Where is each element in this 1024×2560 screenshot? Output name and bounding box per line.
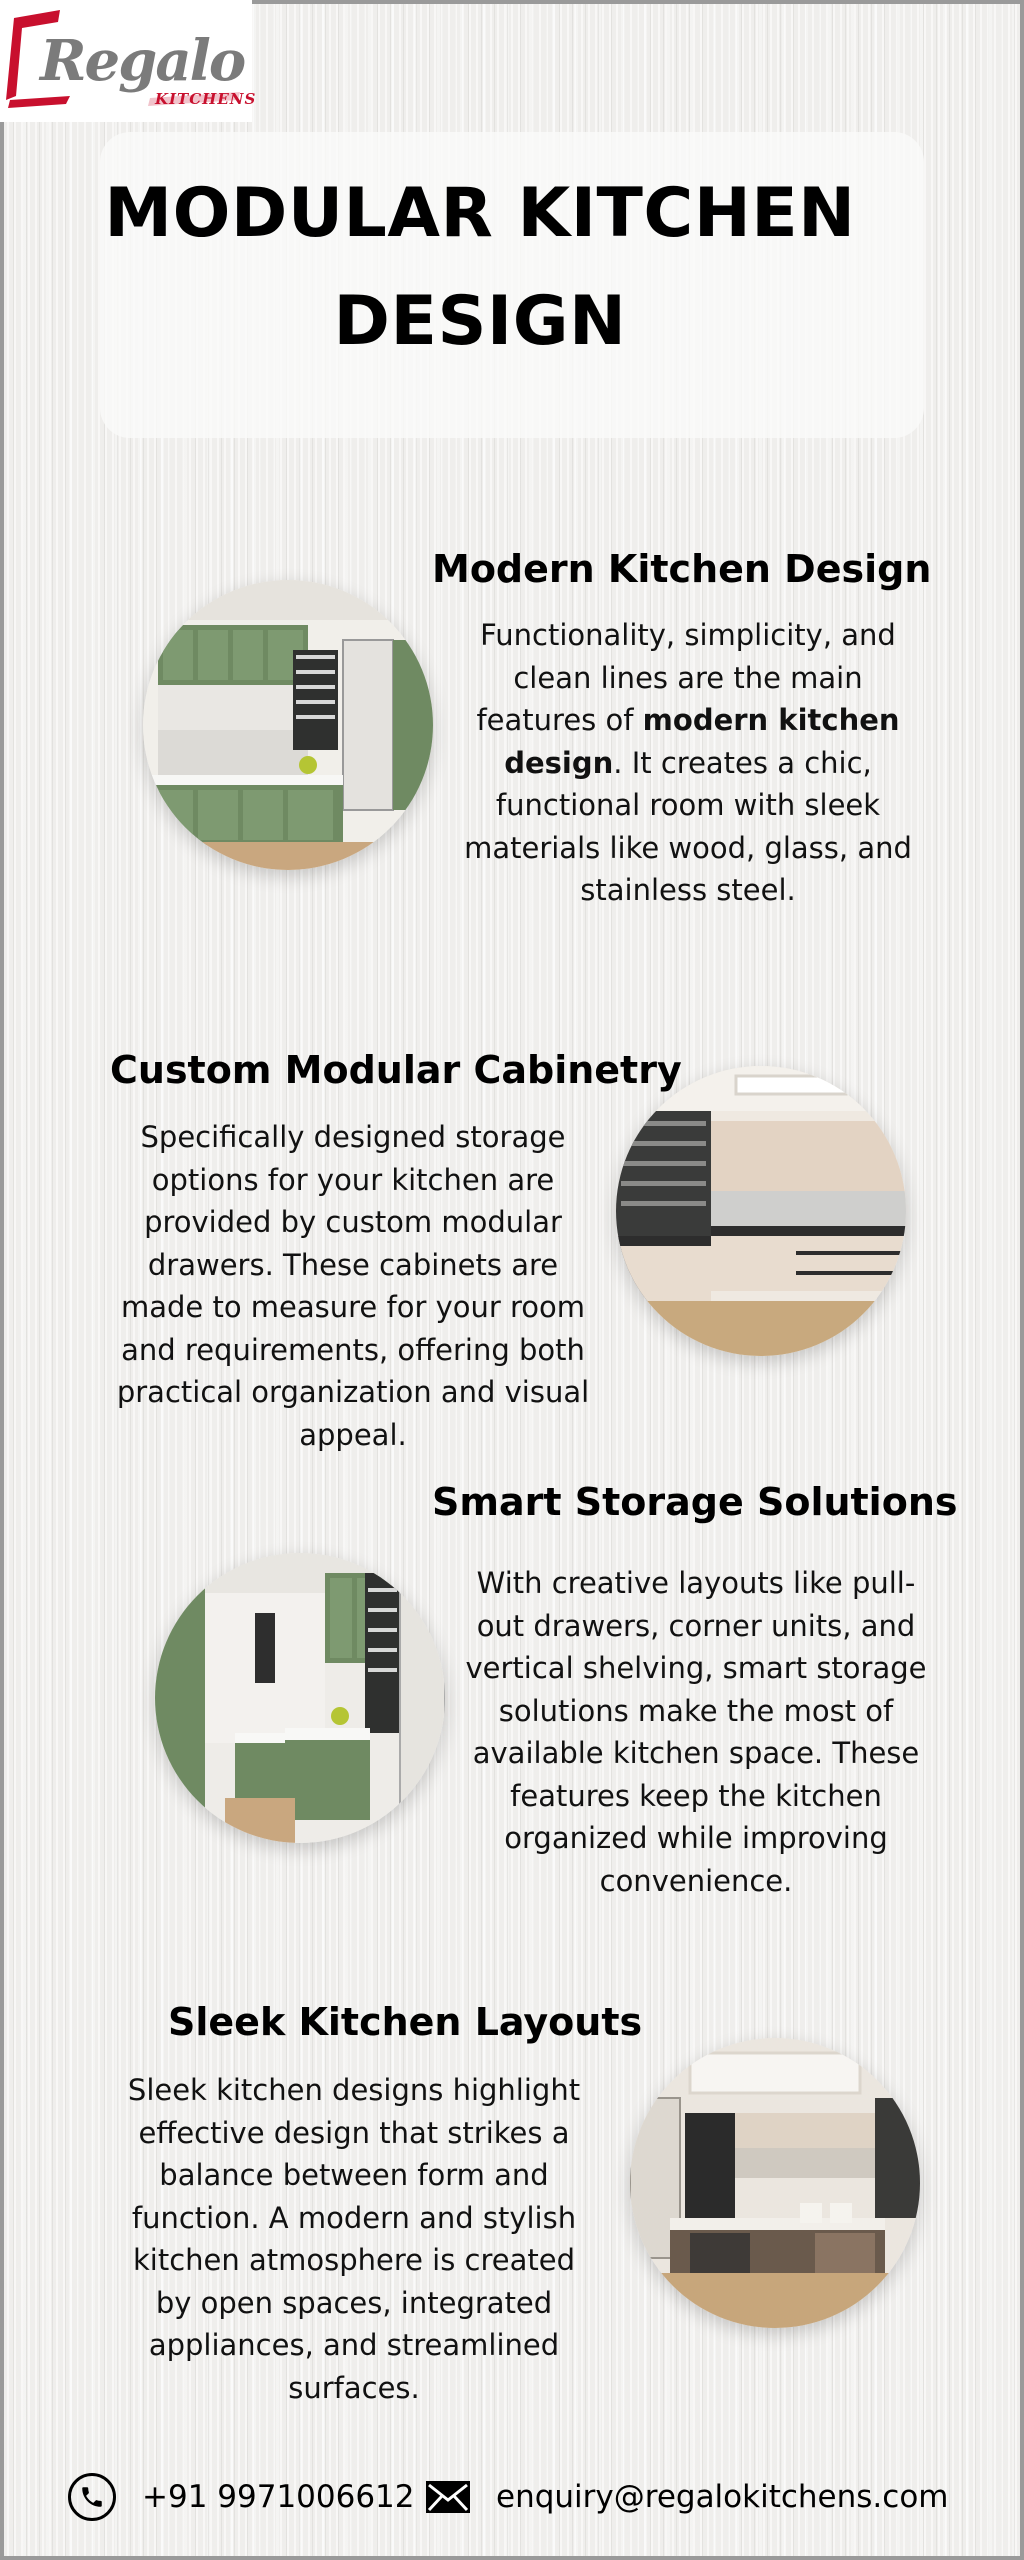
- bold-keyword: design: [504, 745, 614, 780]
- text-line: clean lines are the main: [513, 660, 863, 695]
- text-line: practical organization and visual: [116, 1375, 590, 1409]
- text-line: [458, 742, 918, 785]
- green-kitchen-photo: [143, 580, 433, 870]
- phone-icon: [68, 2473, 116, 2521]
- section-heading-storage: Smart Storage Solutions: [432, 1480, 958, 1524]
- text-line: drawers. These cabinets are: [147, 1247, 559, 1282]
- text-line: Sleek kitchen designs highlight: [127, 2073, 581, 2107]
- text-line: appeal.: [299, 1417, 407, 1452]
- section-heading-layouts: Sleek Kitchen Layouts: [168, 2000, 643, 2044]
- text-line: Functionality, simplicity, and: [480, 618, 896, 652]
- text-line: appliances, and streamlined: [148, 2328, 560, 2362]
- section-text-modern: [458, 614, 918, 912]
- email-address: enquiry@regalokitchens.com: [496, 2479, 949, 2515]
- text-line: organized while improving: [504, 1821, 888, 1855]
- section-text-storage: [462, 1562, 930, 1902]
- phone-contact[interactable]: [68, 2472, 415, 2522]
- text-line: kitchen atmosphere is created: [132, 2243, 576, 2277]
- text-line: Specifically designed storage: [140, 1120, 566, 1154]
- text-line: vertical shelving, smart storage: [465, 1651, 927, 1685]
- email-contact[interactable]: [426, 2472, 948, 2522]
- text-line: materials like wood, glass, and: [464, 830, 912, 865]
- text-line: effective design that strikes a: [138, 2115, 570, 2150]
- text-line: functional room with sleek: [495, 788, 881, 822]
- logo-wordmark: Regalo: [40, 28, 245, 94]
- section-heading-cabinetry: Custom Modular Cabinetry: [110, 1048, 682, 1092]
- section-text-cabinetry: [108, 1116, 598, 1456]
- text-line: by open spaces, integrated: [155, 2285, 553, 2320]
- section-text-layouts: [116, 2069, 592, 2409]
- text-line: stainless steel.: [580, 873, 796, 907]
- text-line: surfaces.: [288, 2370, 420, 2405]
- text-line: [458, 699, 918, 742]
- text-line: function. A modern and stylish: [131, 2200, 577, 2235]
- logo-subtitle: KITCHENS: [155, 90, 257, 108]
- text-line: provided by custom modular: [144, 1205, 562, 1239]
- text-line: made to measure for your room: [120, 1290, 586, 1324]
- text-line: available kitchen space. These: [472, 1736, 920, 1770]
- text-line: solutions make the most of: [498, 1693, 894, 1728]
- page-title-line-1: MODULAR KITCHEN: [104, 174, 856, 253]
- text-line: and requirements, offering both: [121, 1332, 585, 1367]
- section-heading-modern: Modern Kitchen Design: [432, 547, 932, 591]
- phone-number: +91 9971006612: [142, 2479, 415, 2515]
- text-line: With creative layouts like pull-: [476, 1566, 916, 1600]
- text-line: options for your kitchen are: [151, 1162, 555, 1197]
- text-line: features keep the kitchen: [510, 1778, 882, 1813]
- text-segment: . It creates a chic,: [613, 745, 872, 780]
- mail-icon: [426, 2481, 470, 2513]
- text-segment: features of: [476, 703, 643, 737]
- beige-kitchen-photo: [616, 1066, 906, 1356]
- page-title-line-2: DESIGN: [333, 282, 627, 361]
- text-line: convenience.: [599, 1863, 793, 1898]
- bold-keyword: modern kitchen: [642, 703, 900, 737]
- brand-logo[interactable]: [0, 0, 257, 122]
- text-line: out drawers, corner units, and: [476, 1608, 916, 1643]
- galley-kitchen-photo: [155, 1553, 445, 1843]
- title-panel: [100, 132, 924, 438]
- text-line: balance between form and: [159, 2158, 549, 2192]
- island-kitchen-photo: [630, 2038, 920, 2328]
